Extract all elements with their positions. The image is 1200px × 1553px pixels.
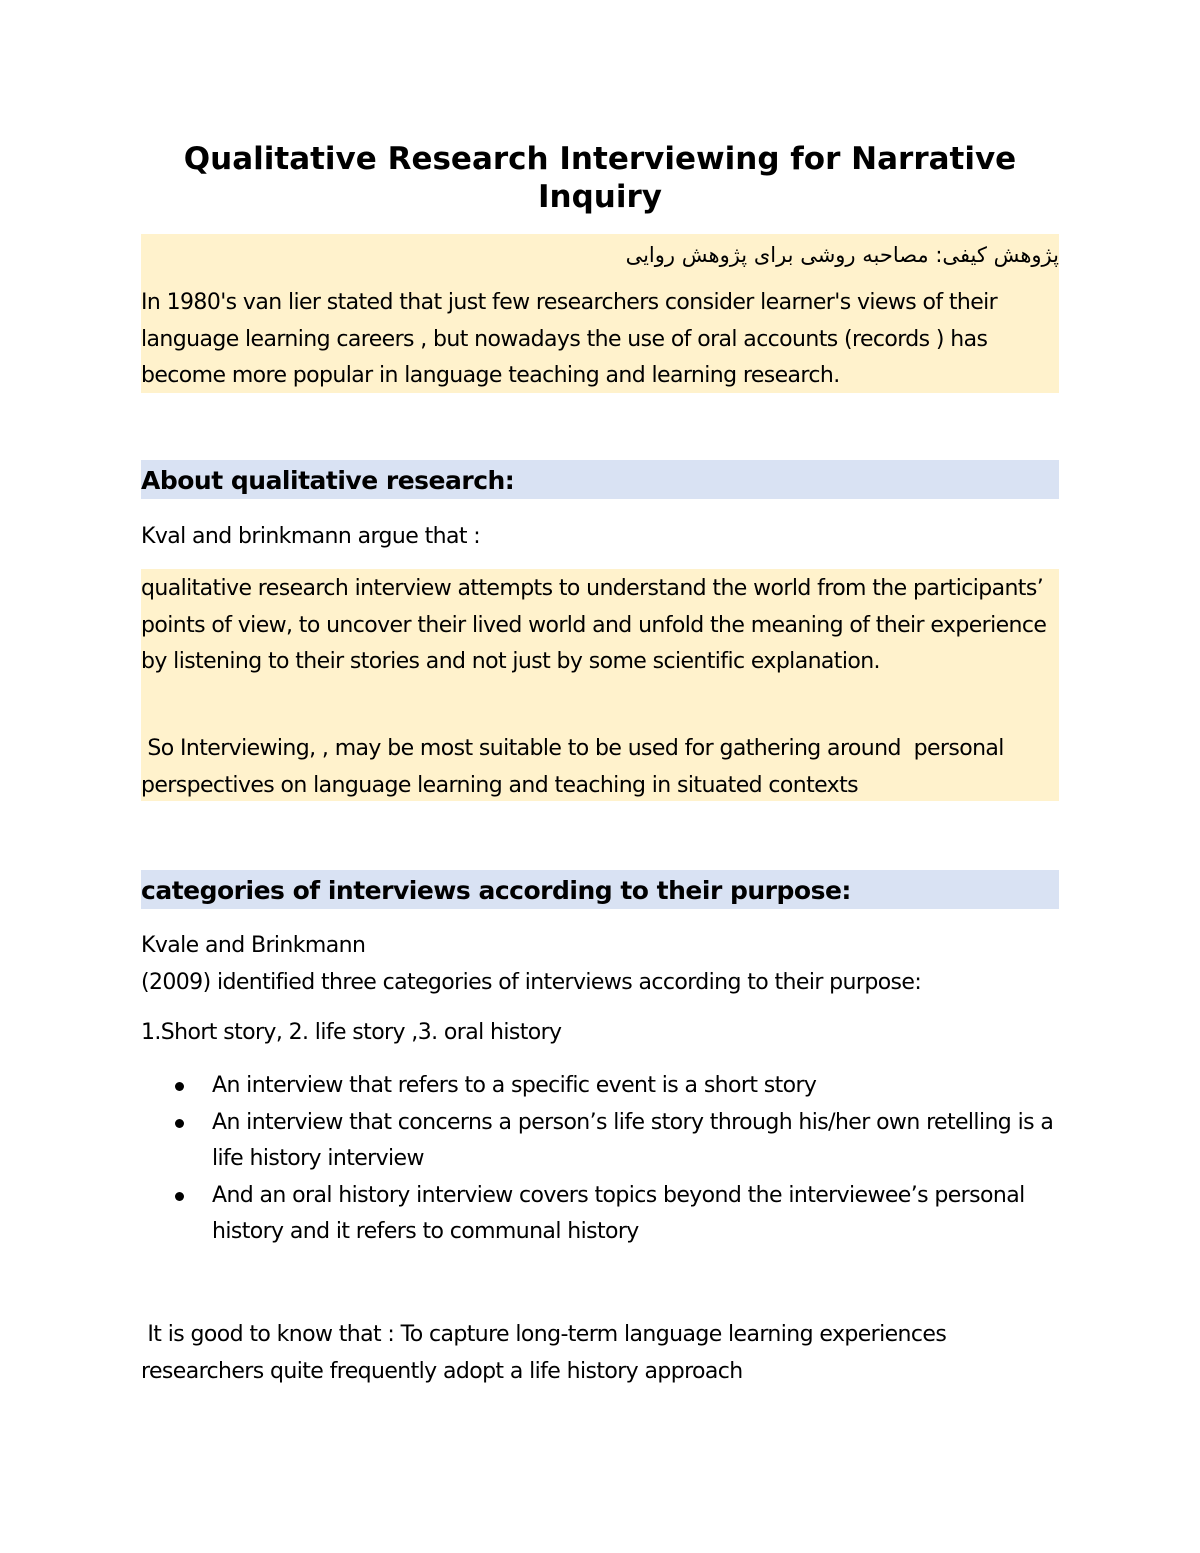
document-title: Qualitative Research Interviewing for Narrative Inquiry [183,141,1017,215]
section1-note: So Interviewing, , may be most suitable to be used for gathering around personal perspectives on language learning and teaching in situated contexts [141,736,1011,798]
bullet-icon [175,1119,184,1128]
closing-paragraph: It is good to know that : To capture long-term language learning experiences researchers quite frequently adopt a life history approach [141,1322,953,1384]
interview-types-list [141,1068,1059,1251]
quote-highlight-block [141,569,1059,801]
section-heading-bar [141,460,1059,499]
section-heading-about-qualitative: About qualitative research: [141,466,515,495]
intro-paragraph: In 1980's van lier stated that just few researchers consider learner's views of their language learning careers , but nowadays the use of oral accounts (records ) has become more popular in language teaching and learning research. [141,290,998,388]
section2-authors: Kvale and Brinkmann [141,933,366,958]
list-item: An interview that concerns a person’s life story through his/her own retelling is a life history interview [141,1105,1059,1178]
section1-quote: qualitative research interview attempts to understand the world from the participants’ points of view, to uncover their lived world and unfold the meaning of their experience by listening to their stories and not just by some scientific explanation. [141,576,1047,674]
list-item: An interview that refers to a specific event is a short story [141,1068,1059,1105]
persian-subtitle: پژوهش کیفی: مصاحبه روشی برای پژوهش روایی [625,243,1059,267]
section2-list-line: 1.Short story, 2. life story ,3. oral history [141,1020,562,1045]
section-heading-bar [141,870,1059,909]
list-item: And an oral history interview covers topics beyond the interviewee’s personal history and it refers to communal history [141,1178,1059,1251]
bullet-icon [175,1192,184,1201]
section1-lead: Kval and brinkmann argue that : [141,524,481,549]
bullet-icon [175,1082,184,1091]
intro-highlight-block [141,234,1059,393]
section-heading-categories: categories of interviews according to their purpose: [141,876,851,905]
section2-intro: (2009) identified three categories of interviews according to their purpose: [141,970,922,995]
